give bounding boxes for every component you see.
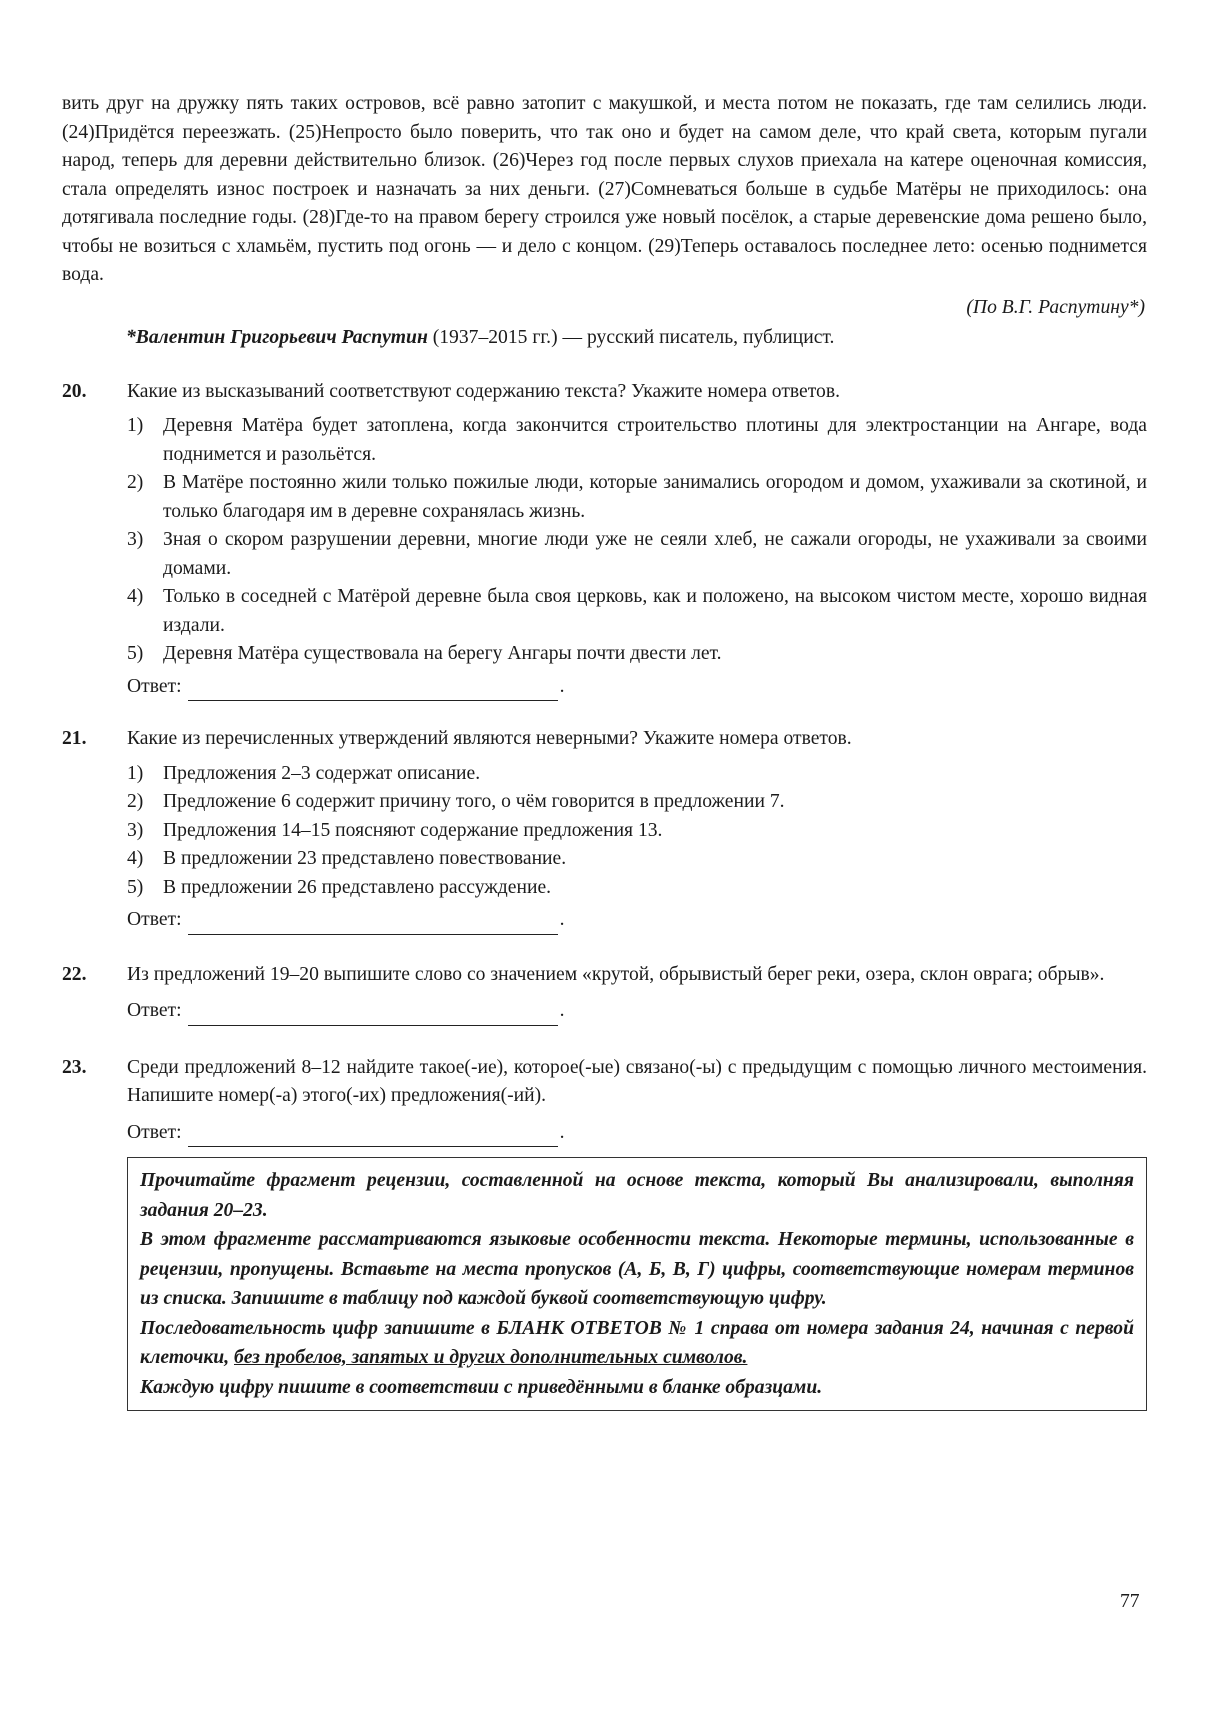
underlined-text: без пробелов, запятых и других дополнительных символов. (234, 1347, 748, 1368)
footnote-author-info: (1937–2015 гг.) — русский писатель, публицист. (427, 326, 835, 348)
answer-field: Ответ: . (127, 906, 1147, 935)
instruction-box (127, 1157, 1147, 1411)
answer-option: 2) Предложение 6 содержит причину того, о чём говорится в предложении 7. (127, 791, 785, 812)
answer-label: Ответ: (127, 1000, 182, 1021)
answer-field: Ответ: . (127, 997, 1147, 1026)
answer-option: 2) В Матёре постоянно жили только пожилые люди, которые занимались огородом и домом, ухаживали за скотиной, и только благодаря им в деревне сохранялась жизнь. (127, 472, 1147, 522)
answer-option: 5) Деревня Матёра существовала на берегу Ангары почти двести лет. (127, 643, 722, 664)
answer-option: 1) Предложения 2–3 содержат описание. (127, 762, 481, 784)
answer-label: Ответ: (127, 1121, 182, 1143)
answer-label: Ответ: (127, 909, 182, 930)
task-21 (62, 725, 1147, 935)
answer-option: 5) В предложении 26 представлено рассуждение. (127, 876, 552, 898)
instruction-p3: Последовательность цифр запишите в БЛАНК ОТВЕТОВ № 1 справа от номера задания 24, начиная с первой клеточки, без пробелов, запятых и других дополнительных символов. (140, 1317, 1134, 1368)
task-23 (62, 1054, 1147, 1148)
task-question: Из предложений 19–20 выпишите слово со значением «крутой, обрывистый берег реки, озера, склон оврага; обрыв». (127, 963, 1105, 985)
instruction-p2: В этом фрагменте рассматриваются языковые особенности текста. Некоторые термины, использованные в рецензии, пропущены. Вставьте на места пропусков (А, Б, В, Г) цифры, соответствующие номерам терминов из списка. Запишите в таблицу под каждой буквой соответствующую цифру. (140, 1229, 1134, 1309)
task-question: Какие из высказываний соответствуют содержанию текста? Укажите номера ответов. (127, 380, 840, 402)
answer-option: 3) Зная о скором разрушении деревни, многие люди уже не сеяли хлеб, не сажали огороды, не ухаживали за своими домами. (127, 529, 1147, 579)
answer-option: 4) В предложении 23 представлено повествование. (127, 848, 567, 869)
author-footnote (62, 324, 1147, 352)
task-22 (62, 961, 1147, 1026)
task-number: 20. (62, 380, 87, 402)
answer-line[interactable] (188, 678, 558, 701)
passage-source: (По В.Г. Распутину*) (966, 296, 1145, 318)
footnote-author-name: *Валентин Григорьевич Распутин (126, 326, 428, 348)
answer-label: Ответ: (127, 675, 182, 697)
answer-field: Ответ: . (127, 1119, 1147, 1148)
instruction-p4: Каждую цифру пишите в соответствии с приведёнными в бланке образцами. (140, 1376, 823, 1398)
answer-option: 3) Предложения 14–15 поясняют содержание предложения 13. (127, 819, 663, 841)
task-number: 22. (62, 963, 87, 985)
answer-line[interactable] (188, 1003, 558, 1026)
page-number: 77 (1120, 1591, 1140, 1612)
answer-line[interactable] (188, 1124, 558, 1147)
task-20 (62, 378, 1147, 702)
passage-text: вить друг на дружку пять таких островов, всё равно затопит с макушкой, и места потом не показать, где там селились люди. (24)Придётся переезжать. (25)Непросто было поверить, что так оно и будет на самом деле, что край света, которым пугали народ, теперь для деревни действительно близок. (26)Через год после первых слухов приехала на катере оценочная комиссия, стала определять износ построек и назначать за них деньги. (27)Сомневаться больше в судьбе Матёры не приходилось: она дотягивала последние годы. (28)Где-то на правом берегу строился уже новый посёлок, а старые деревенские дома решено было, чтобы не возиться с хламьём, пустить под огонь — и дело с концом. (29)Теперь оставалось последнее лето: осенью поднимется вода. (62, 93, 1147, 285)
task-number: 21. (62, 728, 87, 749)
task-question: Среди предложений 8–12 найдите такое(-ие), которое(-ые) связано(-ы) с предыдущим с помощью личного местоимения. Напишите номер(-а) этого(-их) предложения(-ий). (127, 1056, 1147, 1106)
page-content (62, 90, 1147, 1411)
answer-field: Ответ: . (127, 673, 1147, 702)
instruction-p1: Прочитайте фрагмент рецензии, составленной на основе текста, который Вы анализировали, выполняя задания 20–23. (140, 1170, 1134, 1221)
answer-option: 4) Только в соседней с Матёрой деревне была своя церковь, как и положено, на высоком чистом месте, хорошо видная издали. (127, 586, 1147, 636)
answer-option: 1) Деревня Матёра будет затоплена, когда закончится строительство плотины для электростанции на Ангаре, вода поднимется и разольётся. (127, 415, 1147, 465)
answer-line[interactable] (188, 912, 558, 935)
task-question: Какие из перечисленных утверждений являются неверными? Укажите номера ответов. (127, 728, 852, 749)
task-number: 23. (62, 1056, 87, 1078)
